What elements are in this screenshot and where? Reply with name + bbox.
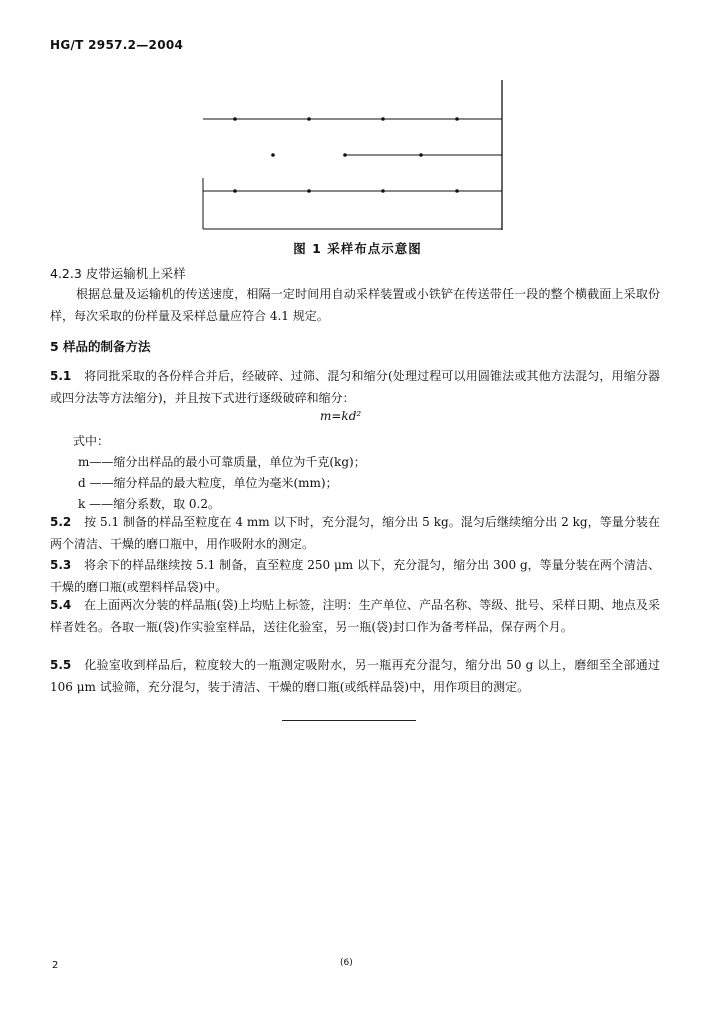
section-5-4-body: 在上面两次分装的样品瓶(袋)上均贴上标签，注明：生产单位、产品名称、等级、批号、采样日期、地点及采样者姓名。各取一瓶(袋)作实验室样品，送往化验室，另一瓶(袋)封口作为备考样品，保存两个月。 (50, 598, 660, 634)
sampling-point-r3-4 (455, 189, 459, 193)
sampling-point-figure (195, 78, 505, 233)
sampling-point-r2-2 (343, 153, 347, 157)
section-4-2-3-body: 根据总量及运输机的传送速度，相隔一定时间用自动采样装置或小铁铲在传送带任一段的整个横截面上采取份样，每次采取的份样量及采样总量应符合 4.1 规定。 (50, 287, 660, 323)
end-of-standard-line (282, 720, 416, 721)
sampling-point-r1-4 (455, 117, 459, 121)
figure-caption: 图 1 采样布点示意图 (293, 241, 422, 256)
formula-var-d: d ——缩分样品的最大粒度，单位为毫米(mm)； (78, 476, 338, 490)
section-5-5-body: 化验室收到样品后，粒度较大的一瓶测定吸附水，另一瓶再充分混匀，缩分出 50 g 以上，磨细至全部通过 106 μm 试验筛，充分混匀，装于清洁、干燥的磨口瓶(或纸样品袋)中，用作项目的测定。 (50, 658, 660, 694)
section-5-5-number: 5.5 (50, 658, 72, 672)
sampling-point-r2-3 (419, 153, 423, 157)
formula-where-label: 式中： (73, 434, 110, 448)
section-5-4-paragraph (50, 595, 660, 638)
page-number: 2 (52, 960, 59, 971)
section-5-1-number: 5.1 (50, 369, 72, 383)
formula-var-m: m——缩分出样品的最小可靠质量，单位为千克(kg)； (78, 455, 366, 469)
section-5-2-body: 按 5.1 制备的样品至粒度在 4 mm 以下时，充分混匀，缩分出 5 kg。混匀后继续缩分出 2 kg，等量分装在两个清洁、干燥的磨口瓶中，用作吸附水的测定。 (50, 515, 660, 551)
section-5-2-number: 5.2 (50, 515, 72, 529)
reduction-formula: m=kd² (320, 409, 362, 423)
sampling-point-r3-3 (381, 189, 385, 193)
section-4-2-3-title: 4.2.3 皮带运输机上采样 (50, 266, 186, 281)
sampling-point-r1-2 (307, 117, 311, 121)
sampling-point-r3-2 (307, 189, 311, 193)
section-5-3-number: 5.3 (50, 558, 72, 572)
sampling-point-r1-1 (233, 117, 237, 121)
footer-mark: (6) (340, 958, 353, 968)
section-5-3-body: 将余下的样品继续按 5.1 制备，直至粒度 250 μm 以下，充分混匀，缩分出 300 g，等量分装在两个清洁、干燥的磨口瓶(或塑料样品袋)中。 (50, 558, 660, 594)
section-5-5-paragraph (50, 655, 660, 698)
sampling-point-r1-3 (381, 117, 385, 121)
formula-var-k: k ——缩分系数，取 0.2。 (78, 497, 220, 511)
section-5-3-paragraph (50, 555, 660, 598)
section-5-1-paragraph (50, 366, 660, 409)
section-5-2-paragraph (50, 512, 660, 555)
section-5-1-body: 将同批采取的各份样合并后，经破碎、过筛、混匀和缩分(处理过程可以用圆锥法或其他方法混匀，用缩分器或四分法等方法缩分)，并且按下式进行逐级破碎和缩分： (50, 369, 660, 405)
standard-number: HG/T 2957.2—2004 (50, 38, 184, 52)
section-5-4-number: 5.4 (50, 598, 72, 612)
sampling-point-r2-1 (271, 153, 275, 157)
sampling-point-r3-1 (233, 189, 237, 193)
section-5-title: 5 样品的制备方法 (50, 339, 151, 354)
